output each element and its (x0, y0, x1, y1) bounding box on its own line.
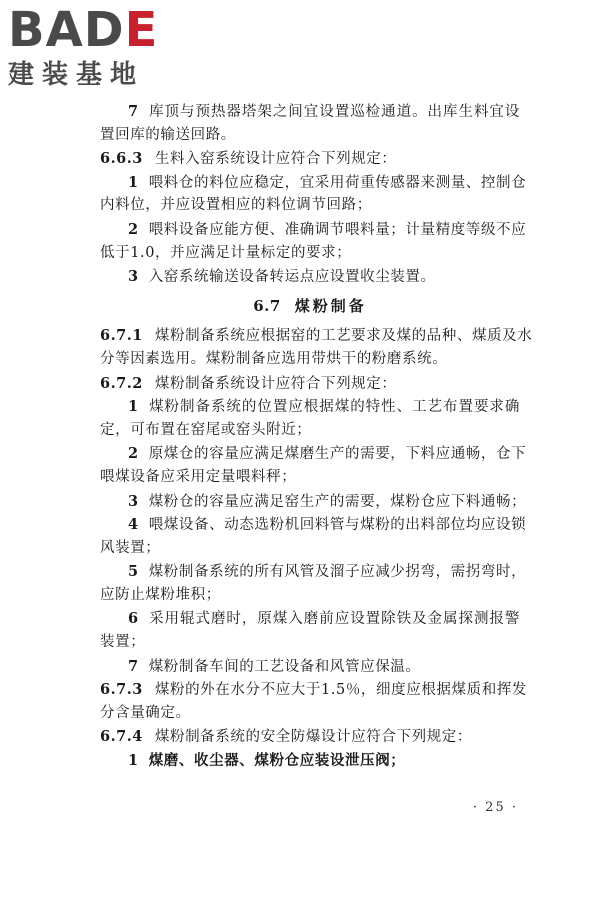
line-text: 原煤仓的容量应满足煤磨生产的需要，下料应通畅，仓下 (148, 446, 527, 463)
item-number: 1 (128, 752, 139, 770)
line-text: 库顶与预热器塔架之间宜设置巡检通道。出库生料宜设 (148, 104, 520, 120)
item-number: 4 (128, 516, 139, 534)
list-item-line (100, 218, 527, 242)
logo-wordmark: BADE (8, 2, 159, 58)
line-text: 煤粉的外在水分不应大于1.5％，细度应根据煤质和挥发 (154, 682, 528, 699)
document-body (100, 100, 533, 773)
item-number: 3 (128, 492, 139, 510)
line-text: 分含量确定。 (100, 704, 191, 721)
section-heading-title: 煤粉制备 (294, 296, 367, 315)
line-text: 煤粉制备系统的位置应根据煤的特性、工艺布置要求确 (148, 399, 520, 416)
continuation-line (100, 631, 520, 655)
line-text: 煤粉制备系统设计应符合下列规定： (154, 375, 397, 392)
line-text: 置回库的输送回路。 (100, 126, 236, 143)
list-item-line (100, 655, 520, 679)
item-number: 3 (128, 268, 139, 286)
line-text: 应防止煤粉堆积； (100, 586, 221, 603)
clause-number: 6.7.1 (100, 327, 143, 345)
list-item-line (100, 749, 520, 773)
clause-line (100, 725, 520, 749)
line-text: 煤粉制备系统的安全防爆设计应符合下列规定： (154, 729, 472, 746)
continuation-line (100, 466, 520, 490)
item-number: 6 (128, 610, 139, 628)
line-text: 风装置； (100, 539, 161, 556)
line-text: 煤粉制备车间的工艺设备和风管应保温。 (148, 658, 421, 675)
list-item-line (100, 560, 527, 584)
clause-line (100, 147, 520, 171)
line-text: 生料入窑系统设计应符合下列规定： (154, 151, 397, 168)
clause-number: 6.6.3 (100, 150, 143, 168)
list-item-line (100, 607, 520, 631)
line-text: 内料位，并应设置相应的料位调节回路； (100, 197, 372, 214)
bade-logo (8, 2, 178, 94)
line-text: 喂煤设备、动态选粉机回料管与煤粉的出料部位均应设锁 (148, 517, 527, 534)
line-text: 定，可布置在窑尾或窑头附近； (100, 421, 312, 438)
list-item-line (100, 395, 520, 419)
list-item-line (100, 513, 527, 537)
section-heading (100, 295, 520, 319)
list-item-line (100, 442, 527, 466)
continuation-line (100, 702, 520, 726)
line-text: 低于1.0，并应满足计量标定的要求； (100, 244, 352, 261)
item-number: 1 (128, 398, 139, 416)
line-text: 煤粉制备系统的所有风管及溜子应减少拐弯，需拐弯时， (148, 564, 527, 581)
line-text: 采用辊式磨时，原煤入磨前应设置除铁及金属探测报警 (148, 611, 520, 628)
line-text: 分等因素选用。煤粉制备应选用带烘干的粉磨系统。 (100, 350, 448, 367)
line-text: 装置； (100, 634, 146, 651)
continuation-line (100, 242, 520, 266)
item-number: 2 (128, 445, 139, 463)
clause-line (100, 678, 528, 702)
clause-line (100, 372, 520, 396)
clause-number: 6.7.2 (100, 374, 143, 392)
clause-number: 6.7.3 (100, 681, 143, 699)
list-item-line (100, 171, 527, 195)
section-heading-number: 6.7 (253, 296, 281, 315)
line-text: 煤磨、收尘器、煤粉仓应装设泄压阀； (148, 752, 406, 770)
item-number: 1 (128, 173, 139, 191)
list-item-line (100, 265, 520, 289)
line-text: 喂料仓的料位应稳定，宜采用荷重传感器来测量、控制仓 (148, 174, 527, 191)
line-text: 煤粉制备系统应根据窑的工艺要求及煤的品种、煤质及水 (154, 328, 533, 345)
list-item-line (100, 100, 520, 124)
page-number: · 25 · (472, 800, 518, 815)
continuation-line (100, 348, 520, 372)
item-number: 7 (128, 657, 139, 675)
item-number: 5 (128, 563, 139, 581)
line-text: 喂煤设备应采用定量喂料秤； (100, 468, 297, 485)
continuation-line (100, 124, 520, 148)
continuation-line (100, 419, 520, 443)
clause-number: 6.7.4 (100, 728, 143, 746)
list-item-line (100, 490, 527, 514)
continuation-line (100, 194, 520, 218)
line-text: 煤粉仓的容量应满足窑生产的需要，煤粉仓应下料通畅； (148, 493, 527, 510)
line-text: 喂料设备应能方便、准确调节喂料量；计量精度等级不应 (148, 221, 527, 238)
logo-subtitle: 建装基地 (8, 60, 145, 90)
continuation-line (100, 584, 520, 608)
clause-line (100, 324, 533, 348)
item-number: 2 (128, 220, 139, 238)
item-number: 7 (128, 103, 139, 120)
line-text: 入窑系统输送设备转运点应设置收尘装置。 (148, 269, 436, 286)
continuation-line (100, 537, 520, 561)
